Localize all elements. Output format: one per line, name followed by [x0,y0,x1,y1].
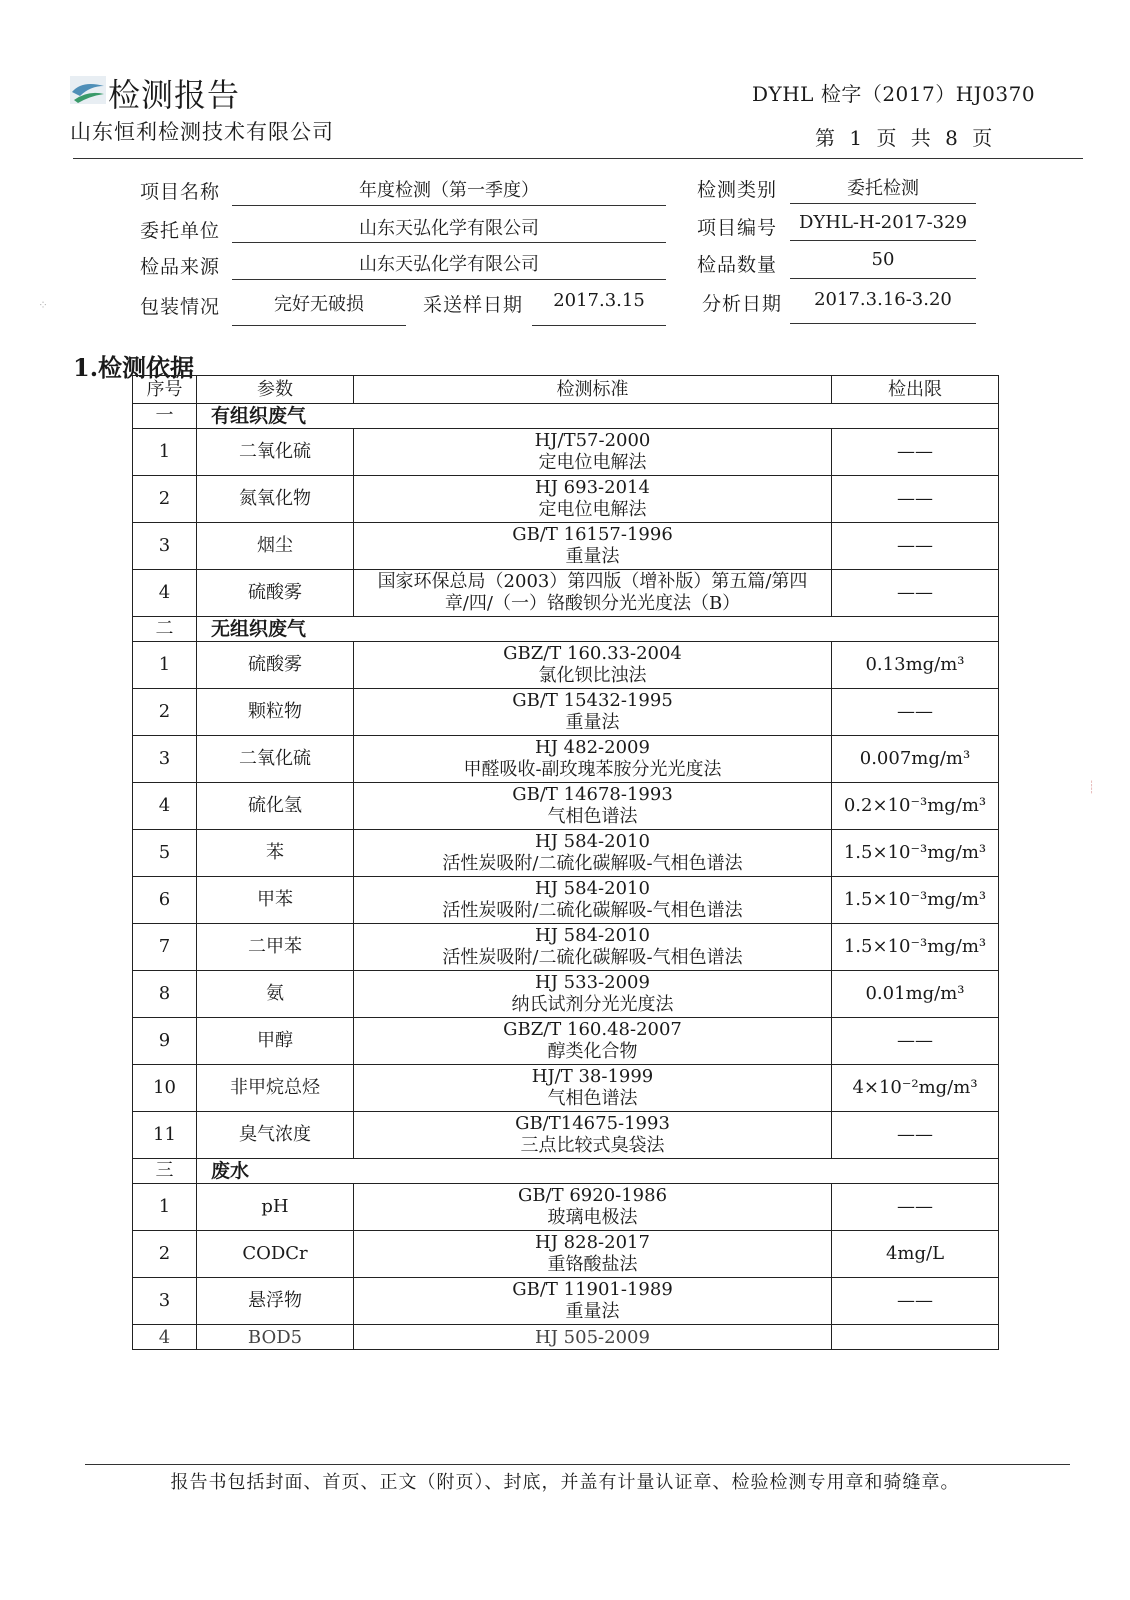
table-row [133,476,999,523]
row-limit: —— [832,523,999,570]
project-no-underline [790,240,976,241]
table-row [133,1184,999,1231]
report-number: DYHL 检字（2017）HJ0370 [752,82,1036,106]
project-no-value: DYHL-H-2017-329 [798,212,968,233]
company-name: 山东恒利检测技术有限公司 [70,120,334,144]
row-standard [354,429,832,476]
group-title: 废水 [197,1159,999,1184]
standard-method: 重铬酸盐法 [547,1254,638,1275]
table-row [133,523,999,570]
row-param: 氨 [197,971,354,1018]
table-row [133,877,999,924]
group-no: 二 [133,617,197,642]
row-param: 非甲烷总烃 [197,1065,354,1112]
standard-code: HJ 584-2010 [535,878,650,899]
standard-code: GBZ/T 160.33-2004 [503,643,682,664]
row-limit: —— [832,476,999,523]
row-no: 6 [133,877,197,924]
standard-code: 国家环保总局（2003）第四版（增补版）第五篇/第四 [377,571,808,592]
row-limit: 4mg/L [832,1231,999,1278]
company-logo-icon [70,76,106,104]
col-header-no: 序号 [133,376,197,404]
standard-method: 活性炭吸附/二硫化碳解吸-气相色谱法 [442,900,743,921]
test-type-underline [790,203,976,204]
table-row [133,1278,999,1325]
row-standard [354,877,832,924]
row-standard [354,1065,832,1112]
standard-method: 三点比较式臭袋法 [520,1135,665,1156]
sampling-date-underline [532,325,666,326]
sample-source-label: 检品来源 [140,256,221,278]
row-no: 8 [133,971,197,1018]
col-header-standard: 检测标准 [354,376,832,404]
analysis-date-value: 2017.3.16-3.20 [814,289,952,310]
row-standard [354,1231,832,1278]
row-standard [354,642,832,689]
row-param: 二氧化硫 [197,429,354,476]
row-standard [354,570,832,617]
standard-method: 甲醛吸收-副玫瑰苯胺分光光度法 [463,759,722,780]
row-standard [354,523,832,570]
row-no: 4 [133,570,197,617]
packaging-label: 包装情况 [140,296,221,318]
standard-method: 章/四/（一）铬酸钡分光光度法（B） [444,593,741,614]
standard-code: HJ/T57-2000 [534,430,651,451]
partial-no: 4 [158,1327,171,1348]
row-standard [354,1184,832,1231]
row-limit: 0.13mg/m³ [832,642,999,689]
row-limit: —— [832,1184,999,1231]
row-limit: —— [832,570,999,617]
row-no: 3 [133,1278,197,1325]
standard-code: GBZ/T 160.48-2007 [503,1019,682,1040]
group-row [133,1159,999,1184]
partial-code: HJ 505-2009 [535,1327,650,1348]
standard-code: GB/T 14678-1993 [512,784,673,805]
row-limit: —— [832,1018,999,1065]
partial-cell [133,1325,197,1350]
group-no: 一 [133,404,197,429]
row-no: 2 [133,689,197,736]
table-row [133,971,999,1018]
standard-method: 定电位电解法 [538,499,647,520]
standard-method: 定电位电解法 [538,452,647,473]
standard-method: 重量法 [565,546,620,567]
table-row [133,689,999,736]
sample-count-underline [790,278,976,279]
sampling-date-label: 采送样日期 [423,294,524,316]
group-row [133,617,999,642]
row-standard [354,783,832,830]
sample-count-label: 检品数量 [697,254,778,276]
row-no: 5 [133,830,197,877]
row-param: pH [197,1184,354,1231]
group-title: 有组织废气 [197,404,999,429]
sample-count-value: 50 [871,249,895,270]
analysis-date-label: 分析日期 [702,293,783,315]
table-row [133,783,999,830]
project-name-underline [232,205,666,206]
partial-cell [197,1325,354,1350]
table-row [133,1018,999,1065]
standard-code: HJ 828-2017 [535,1232,650,1253]
row-limit: 0.007mg/m³ [832,736,999,783]
sample-source-value: 山东天弘化学有限公司 [359,254,539,275]
row-param: 硫酸雾 [197,570,354,617]
row-standard [354,830,832,877]
row-limit: —— [832,1278,999,1325]
standard-code: GB/T 11901-1989 [512,1279,673,1300]
section-title: 1.检测依据 [73,353,195,382]
row-standard [354,736,832,783]
standard-method: 气相色谱法 [547,806,638,827]
project-name-label: 项目名称 [140,181,221,203]
footer-divider [85,1464,1070,1465]
standard-code: HJ 693-2014 [535,477,650,498]
row-no: 1 [133,642,197,689]
row-limit: 0.01mg/m³ [832,971,999,1018]
table-row-partial [133,1325,999,1350]
table-row [133,924,999,971]
standard-method: 醇类化合物 [547,1041,638,1062]
standard-code: HJ 482-2009 [535,737,650,758]
test-type-value: 委托检测 [847,178,919,199]
standard-method: 气相色谱法 [547,1088,638,1109]
standard-method: 活性炭吸附/二硫化碳解吸-气相色谱法 [442,853,743,874]
table-row [133,1231,999,1278]
row-no: 3 [133,736,197,783]
standard-method: 玻璃电极法 [547,1207,638,1228]
row-no: 2 [133,476,197,523]
report-title: 检测报告 [108,76,241,114]
footer-note: 报告书包括封面、首页、正文（附页）、封底，并盖有计量认证章、检验检测专用章和骑缝章。 [170,1472,960,1493]
client-label: 委托单位 [140,220,221,242]
project-no-label: 项目编号 [697,217,778,239]
page-indicator: 第 1 页 共 8 页 [815,126,997,150]
client-underline [232,242,666,243]
row-limit: 1.5×10⁻³mg/m³ [832,924,999,971]
table-row [133,429,999,476]
row-no: 7 [133,924,197,971]
row-param: CODCr [197,1231,354,1278]
row-param: 甲醇 [197,1018,354,1065]
standard-method: 重量法 [565,1301,620,1322]
standard-code: GB/T 16157-1996 [512,524,673,545]
table-row [133,570,999,617]
standard-code: HJ 584-2010 [535,831,650,852]
table-row [133,1065,999,1112]
standard-method: 氯化钡比浊法 [538,665,647,686]
group-no: 三 [133,1159,197,1184]
test-basis-table [132,375,999,1350]
row-param: 硫酸雾 [197,642,354,689]
row-no: 1 [133,1184,197,1231]
row-param: 苯 [197,830,354,877]
row-no: 10 [133,1065,197,1112]
partial-cell [832,1325,999,1350]
row-no: 9 [133,1018,197,1065]
row-limit: 1.5×10⁻³mg/m³ [832,830,999,877]
row-limit: 0.2×10⁻³mg/m³ [832,783,999,830]
partial-cell [354,1325,832,1350]
header-divider [73,158,1083,159]
standard-method: 纳氏试剂分光光度法 [511,994,674,1015]
standard-code: HJ/T 38-1999 [531,1066,654,1087]
standard-code: GB/T 6920-1986 [517,1185,668,1206]
row-param: 氮氧化物 [197,476,354,523]
standard-code: GB/T 15432-1995 [512,690,673,711]
row-no: 4 [133,783,197,830]
group-title: 无组织废气 [197,617,999,642]
sampling-date-value: 2017.3.15 [553,290,645,311]
row-standard [354,689,832,736]
row-standard [354,924,832,971]
standard-code: GB/T14675-1993 [515,1113,670,1134]
row-standard [354,971,832,1018]
row-param: 硫化氢 [197,783,354,830]
row-standard [354,1112,832,1159]
group-row [133,404,999,429]
table-row [133,830,999,877]
analysis-date-underline [790,323,976,324]
row-param: 烟尘 [197,523,354,570]
table-row [133,1112,999,1159]
row-limit: —— [832,429,999,476]
row-no: 3 [133,523,197,570]
col-header-param: 参数 [197,376,354,404]
scan-mark: ⁘ [38,298,49,312]
row-limit: —— [832,689,999,736]
row-standard [354,476,832,523]
standard-method: 活性炭吸附/二硫化碳解吸-气相色谱法 [442,947,743,968]
standard-code: HJ 533-2009 [535,972,650,993]
row-limit: 1.5×10⁻³mg/m³ [832,877,999,924]
sample-source-underline [232,279,666,280]
row-param: 悬浮物 [197,1278,354,1325]
client-value: 山东天弘化学有限公司 [359,218,539,239]
row-standard [354,1278,832,1325]
row-limit: 4×10⁻²mg/m³ [832,1065,999,1112]
table-row [133,736,999,783]
test-type-label: 检测类别 [697,179,778,201]
table-header-row [133,376,999,404]
row-param: 二氧化硫 [197,736,354,783]
packaging-value: 完好无破损 [274,294,364,315]
project-name-value: 年度检测（第一季度） [359,180,539,201]
row-no: 2 [133,1231,197,1278]
partial-param: BOD5 [247,1327,303,1348]
row-no: 1 [133,429,197,476]
seal-fragment: ┊ [1088,780,1096,794]
standard-method: 重量法 [565,712,620,733]
row-standard [354,1018,832,1065]
row-no: 11 [133,1112,197,1159]
standard-code: HJ 584-2010 [535,925,650,946]
row-param: 二甲苯 [197,924,354,971]
row-param: 甲苯 [197,877,354,924]
row-param: 颗粒物 [197,689,354,736]
packaging-underline [232,325,406,326]
col-header-limit: 检出限 [832,376,999,404]
row-limit: —— [832,1112,999,1159]
row-param: 臭气浓度 [197,1112,354,1159]
table-row [133,642,999,689]
